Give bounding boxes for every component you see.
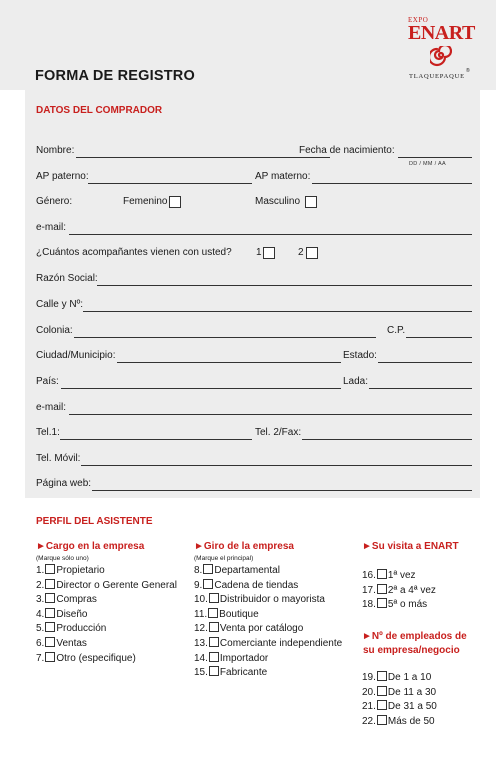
option-number: 5. (36, 623, 45, 635)
web-label: Página web: (36, 478, 92, 489)
email-label: e-mail: (36, 222, 67, 233)
option-item[interactable] (36, 637, 177, 652)
option-label: 5ª o más (387, 599, 428, 611)
web-field[interactable] (92, 490, 472, 491)
giro-note: (Marque el principal) (194, 555, 254, 562)
enart-logo (404, 16, 474, 86)
option-number: 9. (194, 579, 203, 591)
email-2-label: e-mail: (36, 402, 67, 413)
ciudad-field[interactable] (117, 362, 341, 363)
option-number: 1. (36, 565, 45, 576)
lada-field[interactable] (369, 388, 472, 389)
option-number: 22. (362, 715, 376, 727)
acompanantes-label: ¿Cuántos acompañantes vienen con usted? (36, 247, 232, 258)
option-item[interactable] (194, 608, 342, 623)
giro-column (194, 540, 342, 681)
tel2-field[interactable] (302, 439, 472, 440)
row-razon-social (36, 273, 472, 287)
date-format-hint: DD / MM / AA (409, 161, 446, 167)
ap-paterno-label: AP paterno: (36, 171, 89, 182)
buyer-section-title: DATOS DEL COMPRADOR (36, 105, 163, 116)
row-pais (36, 376, 472, 390)
option-item[interactable] (194, 564, 342, 579)
option-number: 12. (194, 623, 208, 635)
calle-label: Calle y Nº: (36, 299, 83, 310)
visita-column (362, 540, 459, 613)
cargo-column (36, 540, 177, 666)
option-item[interactable] (194, 666, 342, 681)
option-checkbox[interactable] (45, 608, 55, 618)
option-checkbox[interactable] (209, 666, 219, 676)
option-checkbox[interactable] (377, 598, 387, 608)
option-label: Boutique (219, 608, 259, 620)
option-number: 15. (194, 667, 208, 679)
empleados-column (362, 630, 467, 729)
email-2-field[interactable] (69, 414, 472, 415)
option-item[interactable] (36, 564, 177, 579)
option-label: Fabricante (219, 667, 268, 679)
fecha-nacimiento-label: Fecha de nacimiento: (299, 145, 395, 156)
acompanantes-1-label: 1 (256, 247, 262, 258)
option-item[interactable] (362, 671, 467, 686)
option-label: De 11 a 30 (387, 686, 437, 698)
fecha-nacimiento-field[interactable] (398, 157, 472, 158)
option-item[interactable] (194, 622, 342, 637)
option-item[interactable] (36, 652, 177, 667)
option-label: Comerciante independiente (219, 637, 343, 649)
option-label: De 31 a 50 (387, 701, 437, 713)
nombre-label: Nombre: (36, 145, 75, 156)
giro-title: ►Giro de la empresa (194, 541, 294, 552)
option-checkbox[interactable] (209, 652, 219, 662)
option-number: 19. (362, 672, 376, 683)
acompanantes-2-label: 2 (298, 247, 304, 258)
option-checkbox[interactable] (203, 564, 213, 574)
row-telefonos (36, 427, 472, 441)
option-item[interactable] (36, 622, 177, 637)
empleados-title-line2: su empresa/negocio (363, 645, 460, 656)
estado-field[interactable] (378, 362, 472, 363)
row-email-2 (36, 402, 472, 416)
option-label: Propietario (56, 565, 105, 576)
registered-mark: ® (466, 68, 470, 74)
option-number: 7. (36, 652, 45, 664)
tel2-label: Tel. 2/Fax: (255, 427, 302, 438)
estado-label: Estado: (343, 350, 377, 361)
option-checkbox[interactable] (45, 579, 55, 589)
option-number: 18. (362, 599, 376, 611)
option-checkbox[interactable] (377, 671, 387, 681)
pais-field[interactable] (61, 388, 341, 389)
cargo-title: ►Cargo en la empresa (36, 541, 145, 552)
swirl-icon (430, 46, 452, 68)
cp-label: C.P. (387, 325, 406, 336)
option-label: De 1 a 10 (387, 672, 432, 683)
option-item[interactable] (36, 608, 177, 623)
ap-materno-field[interactable] (312, 183, 472, 184)
option-checkbox[interactable] (209, 593, 219, 603)
option-item[interactable] (194, 579, 342, 594)
option-number: 3. (36, 594, 45, 606)
row-acompanantes (36, 247, 472, 261)
option-number: 6. (36, 637, 45, 649)
option-label: Más de 50 (387, 715, 435, 727)
option-number: 13. (194, 637, 208, 649)
option-item[interactable] (362, 598, 459, 613)
row-nombre (36, 145, 472, 167)
option-number: 16. (362, 570, 376, 581)
movil-field[interactable] (81, 465, 472, 466)
option-checkbox[interactable] (377, 569, 387, 579)
option-checkbox[interactable] (377, 686, 387, 696)
option-checkbox[interactable] (203, 579, 213, 589)
option-checkbox[interactable] (45, 564, 55, 574)
option-label: Ventas (56, 637, 87, 649)
logo-sub-text: TLAQUEPAQUE (409, 73, 465, 80)
razon-social-field[interactable] (97, 285, 472, 286)
option-item[interactable] (194, 652, 342, 667)
ciudad-label: Ciudad/Municipio: (36, 350, 116, 361)
option-checkbox[interactable] (209, 622, 219, 632)
razon-social-label: Razón Social: (36, 273, 98, 284)
option-checkbox[interactable] (377, 715, 387, 725)
option-item[interactable] (362, 584, 459, 599)
option-label: 1ª vez (387, 570, 416, 581)
email-field[interactable] (69, 234, 472, 235)
option-checkbox[interactable] (45, 622, 55, 632)
option-checkbox[interactable] (209, 637, 219, 647)
ap-paterno-field[interactable] (88, 183, 252, 184)
nombre-field[interactable] (76, 157, 330, 158)
option-label: Venta por catálogo (219, 623, 304, 635)
acompanantes-2-checkbox[interactable] (306, 247, 318, 259)
femenino-checkbox[interactable] (169, 196, 181, 208)
option-item[interactable] (36, 593, 177, 608)
row-genero (36, 196, 472, 210)
lada-label: Lada: (343, 376, 369, 387)
option-label: Importador (219, 652, 269, 664)
option-label: Compras (56, 594, 97, 606)
option-checkbox[interactable] (45, 593, 55, 603)
option-checkbox[interactable] (377, 584, 387, 594)
visita-title: ►Su visita a ENART (362, 541, 459, 552)
option-label: Departamental (214, 565, 280, 576)
option-label: 2ª a 4ª vez (387, 584, 436, 596)
option-number: 17. (362, 584, 376, 596)
pais-label: País: (36, 376, 59, 387)
empleados-title-line1: ►Nº de empleados de (362, 631, 467, 642)
row-colonia (36, 325, 472, 339)
option-label: Diseño (56, 608, 88, 620)
option-number: 11. (194, 608, 208, 620)
option-label: Director o Gerente General (56, 579, 177, 591)
option-item[interactable] (362, 700, 467, 715)
row-ciudad (36, 350, 472, 364)
option-number: 20. (362, 686, 376, 698)
option-number: 8. (194, 565, 203, 576)
option-checkbox[interactable] (45, 652, 55, 662)
row-apellidos (36, 171, 472, 185)
option-number: 14. (194, 652, 208, 664)
acompanantes-1-checkbox[interactable] (263, 247, 275, 259)
logo-expo-text: EXPO (408, 16, 429, 24)
option-item[interactable] (362, 686, 467, 701)
logo-main-text: ENART (408, 22, 475, 44)
genero-label: Género: (36, 196, 73, 207)
option-checkbox[interactable] (208, 608, 218, 618)
option-checkbox[interactable] (45, 637, 55, 647)
option-item[interactable] (36, 579, 177, 594)
header (0, 0, 496, 90)
cp-field[interactable] (406, 337, 472, 338)
masculino-checkbox[interactable] (305, 196, 317, 208)
option-item[interactable] (194, 593, 342, 608)
option-label: Distribuidor o mayorista (219, 594, 325, 606)
row-calle (36, 299, 472, 313)
row-movil (36, 453, 472, 467)
option-checkbox[interactable] (377, 700, 387, 710)
page-title: FORMA DE REGISTRO (35, 68, 195, 84)
option-item[interactable] (362, 569, 459, 584)
option-number: 2. (36, 579, 45, 591)
row-web (36, 478, 472, 492)
option-item[interactable] (362, 715, 467, 730)
option-label: Otro (especifique) (56, 652, 136, 664)
row-email (36, 222, 472, 236)
option-number: 4. (36, 608, 45, 620)
cargo-note: (Marque sólo uno) (36, 555, 89, 562)
option-label: Producción (56, 623, 107, 635)
colonia-field[interactable] (74, 337, 376, 338)
calle-field[interactable] (83, 311, 472, 312)
option-number: 10. (194, 594, 208, 606)
tel1-field[interactable] (60, 439, 252, 440)
movil-label: Tel. Móvil: (36, 453, 81, 464)
option-number: 21. (362, 701, 376, 713)
masculino-label: Masculino (255, 196, 301, 207)
option-label: Cadena de tiendas (214, 579, 299, 591)
femenino-label: Femenino (123, 196, 168, 207)
profile-section-title: PERFIL DEL ASISTENTE (36, 516, 153, 527)
colonia-label: Colonia: (36, 325, 73, 336)
tel1-label: Tel.1: (36, 427, 60, 438)
ap-materno-label: AP materno: (255, 171, 311, 182)
option-item[interactable] (194, 637, 342, 652)
